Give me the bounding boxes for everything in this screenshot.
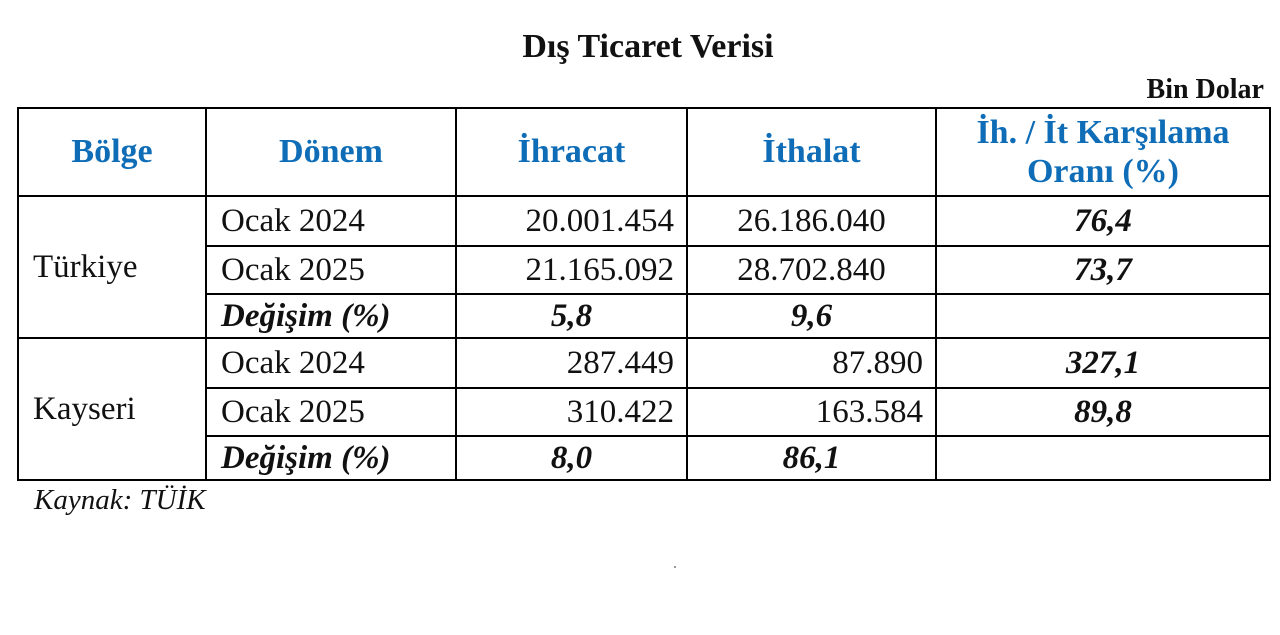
export-cell: 310.422: [456, 388, 687, 436]
table-row: [18, 294, 1270, 338]
export-change-cell: 8,0: [456, 436, 687, 480]
period-cell: Ocak 2025: [206, 246, 456, 294]
unit-label: Bin Dolar: [1146, 74, 1264, 105]
header-coverage-ratio: [936, 108, 1270, 196]
header-import: İthalat: [687, 108, 936, 196]
source-note: Kaynak: TÜİK: [34, 484, 206, 516]
table-row: [18, 196, 1270, 246]
table-row: [18, 246, 1270, 294]
period-cell: Ocak 2024: [206, 196, 456, 246]
period-cell: Ocak 2024: [206, 338, 456, 388]
ratio-cell: [936, 436, 1270, 480]
export-cell: 287.449: [456, 338, 687, 388]
period-cell: Ocak 2025: [206, 388, 456, 436]
import-cell: 28.702.840: [687, 246, 936, 294]
header-ratio-line2: Oranı (%): [1026, 153, 1180, 190]
ratio-cell: 327,1: [936, 338, 1270, 388]
ratio-cell: 76,4: [936, 196, 1270, 246]
import-cell: 163.584: [687, 388, 936, 436]
change-label: Değişim (%): [206, 436, 456, 480]
import-change-cell: 9,6: [687, 294, 936, 338]
stray-dot: [674, 566, 676, 568]
export-cell: 20.001.454: [456, 196, 687, 246]
header-row: [18, 108, 1270, 196]
export-change-cell: 5,8: [456, 294, 687, 338]
header-region: Bölge: [18, 108, 206, 196]
table-row: [18, 436, 1270, 480]
ratio-cell: 89,8: [936, 388, 1270, 436]
header-ratio-line1: İh. / İt Karşılama: [976, 113, 1230, 151]
import-change-cell: 86,1: [687, 436, 936, 480]
import-cell: 87.890: [687, 338, 936, 388]
table-row: [18, 338, 1270, 388]
region-turkiye: Türkiye: [18, 196, 206, 338]
export-cell: 21.165.092: [456, 246, 687, 294]
ratio-cell: [936, 294, 1270, 338]
trade-table: [17, 107, 1271, 481]
import-cell: 26.186.040: [687, 196, 936, 246]
header-export: İhracat: [456, 108, 687, 196]
region-kayseri: Kayseri: [18, 338, 206, 480]
change-label: Değişim (%): [206, 294, 456, 338]
table-row: [18, 388, 1270, 436]
page-title: Dış Ticaret Verisi: [522, 28, 774, 65]
ratio-cell: 73,7: [936, 246, 1270, 294]
header-period: Dönem: [206, 108, 456, 196]
